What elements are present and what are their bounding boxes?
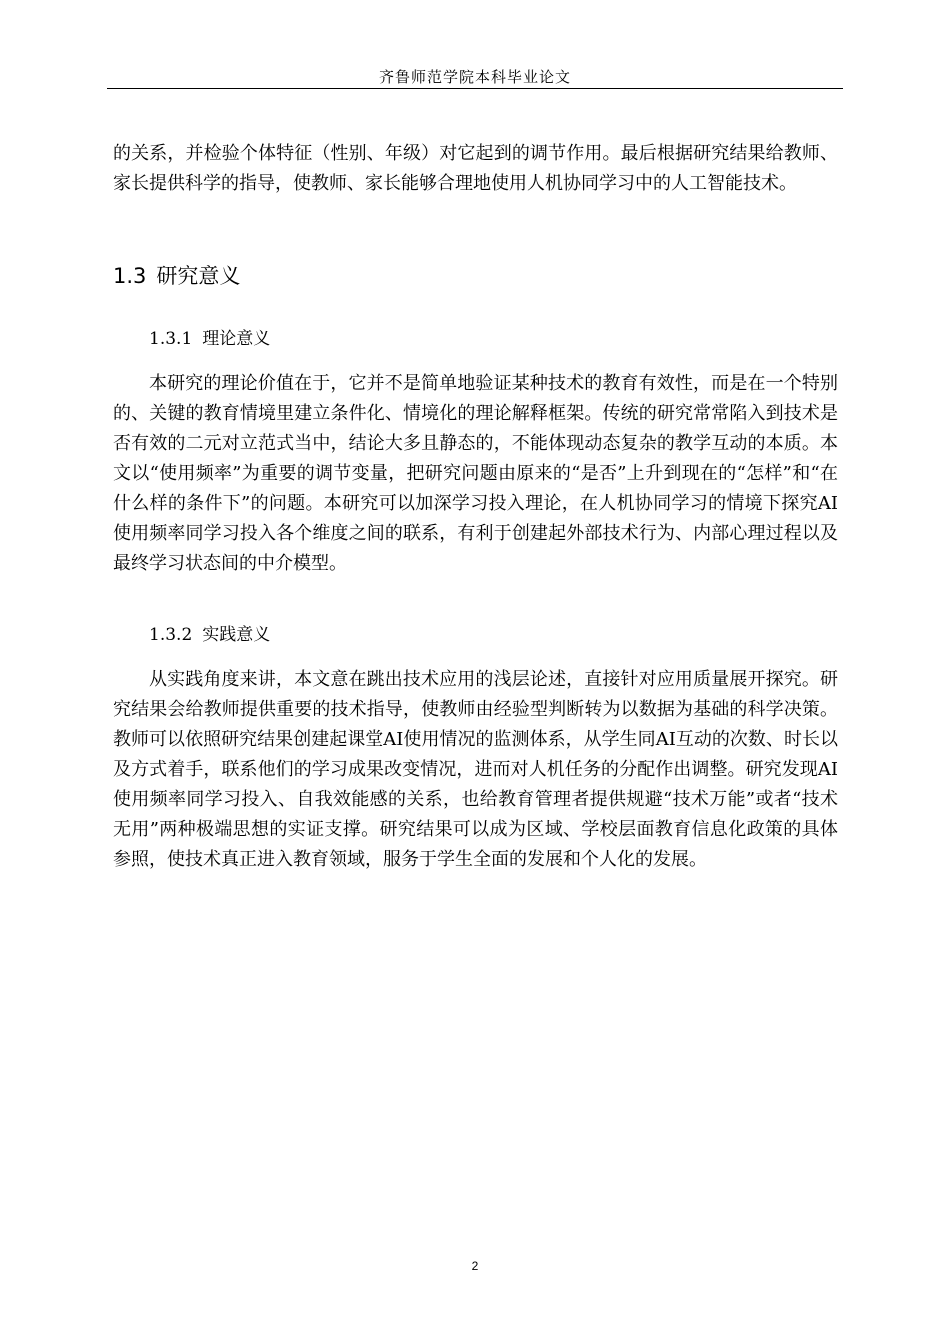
page-number: 2: [471, 1259, 479, 1273]
subsection-title-theory: 理论意义: [202, 329, 271, 349]
header-rule: [107, 88, 843, 89]
page-header: 齐鲁师范学院本科毕业论文: [378, 68, 571, 86]
subsection-heading-practice: [149, 620, 270, 650]
paragraph-theory: 本研究的理论价值在于，它并不是简单地验证某种技术的教育有效性，而是在一个特别的、关键的教育情境里建立条件化、情境化的理论解释框架。传统的研究常常陷入到技术是否有效的二元对立范式当中，结论大多且静态的，不能体现动态复杂的教学互动的本质。本文以“使用频率”为重要的调节变量，把研究问题由原来的“是否”上升到现在的“怎样”和“在什么样的条件下”的问题。本研究可以加深学习投入理论，在人机协同学习的情境下探究AI使用频率同学习投入各个维度之间的联系，有利于创建起外部技术行为、内部心理过程以及最终学习状态间的中介模型。: [113, 373, 838, 574]
section-number: 1.3: [113, 264, 147, 288]
paragraph-practice: 从实践角度来讲，本文意在跳出技术应用的浅层论述，直接针对应用质量展开探究。研究结果会给教师提供重要的技术指导，使教师由经验型判断转为以数据为基础的科学决策。教师可以依照研究结果创建起课堂AI使用情况的监测体系，从学生同AI互动的次数、时长以及方式着手，联系他们的学习成果改变情况，进而对人机任务的分配作出调整。研究发现AI使用频率同学习投入、自我效能感的关系，也给教育管理者提供规避“技术万能”或者“技术无用”两种极端思想的实证支撑。研究结果可以成为区域、学校层面教育信息化政策的具体参照，使技术真正进入教育领域，服务于学生全面的发展和个人化的发展。: [113, 669, 838, 870]
paragraph-continuation: 的关系，并检验个体特征（性别、年级）对它起到的调节作用。最后根据研究结果给教师、家长提供科学的指导，使教师、家长能够合理地使用人机协同学习中的人工智能技术。: [113, 143, 838, 194]
section-title: 研究意义: [156, 264, 241, 288]
subsection-number-theory: 1.3.1: [149, 329, 193, 349]
subsection-heading-theory: [149, 324, 270, 354]
section-heading: [113, 261, 240, 291]
subsection-title-practice: 实践意义: [202, 625, 271, 645]
subsection-number-practice: 1.3.2: [149, 625, 193, 645]
